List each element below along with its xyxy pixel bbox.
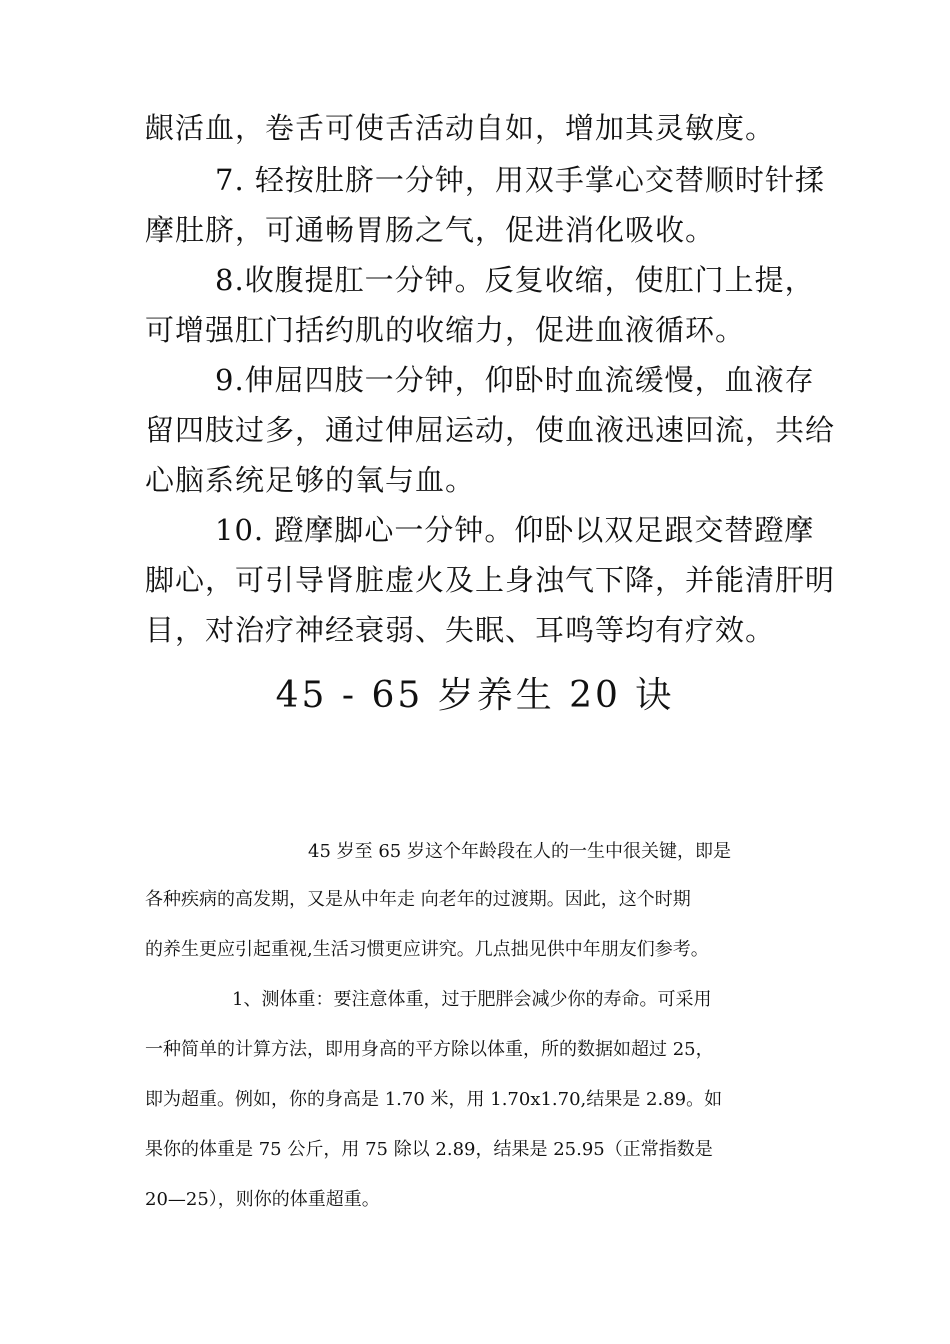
text-line: 一种简单的计算方法，即用身高的平方除以体重，所的数据如超过 25，: [145, 1039, 714, 1060]
text-line: 各种疾病的高发期，又是从中年走 向老年的过渡期。因此，这个时期: [145, 889, 691, 910]
text-line: 可增强肛门括约肌的收缩力，促进血液循环。: [145, 313, 746, 347]
text-line: 留四肢过多，通过伸屈运动，使血液迅速回流，共给: [145, 413, 836, 447]
text-line: 7. 轻按肚脐一分钟，用双手掌心交替顺时针揉: [215, 163, 825, 197]
text-line: 9.伸屈四肢一分钟，仰卧时血流缓慢，血液存: [215, 363, 815, 397]
section-title: 45 - 65 岁养生 20 诀: [275, 675, 675, 716]
text-line: 45 岁至 65 岁这个年龄段在人的一生中很关键，即是: [308, 841, 731, 862]
text-line: 即为超重。例如，你的身高是 1.70 米，用 1.70x1.70,结果是 2.89。如: [145, 1089, 723, 1110]
text-line: 10. 蹬摩脚心一分钟。仰卧以双足跟交替蹬摩: [215, 513, 815, 547]
text-line: 摩肚脐，可通畅胃肠之气，促进消化吸收。: [145, 213, 716, 247]
text-line: 8.收腹提肛一分钟。反复收缩，使肛门上提，: [215, 263, 815, 297]
text-line: 20—25），则你的体重超重。: [145, 1189, 380, 1210]
text-line: 脚心，可引导肾脏虚火及上身浊气下降，并能清肝明: [145, 563, 836, 597]
text-line: 龈活血，卷舌可使舌活动自如，增加其灵敏度。: [145, 111, 776, 145]
text-line: 目，对治疗神经衰弱、失眠、耳鸣等均有疗效。: [145, 613, 776, 647]
text-line: 1、测体重：要注意体重，过于肥胖会减少你的寿命。可采用: [232, 989, 712, 1010]
text-line: 的养生更应引起重视,生活习惯更应讲究。几点拙见供中年朋友们参考。: [145, 939, 709, 960]
text-line: 心脑系统足够的氧与血。: [145, 463, 476, 497]
text-line: 果你的体重是 75 公斤，用 75 除以 2.89，结果是 25.95（正常指数是: [145, 1139, 713, 1160]
